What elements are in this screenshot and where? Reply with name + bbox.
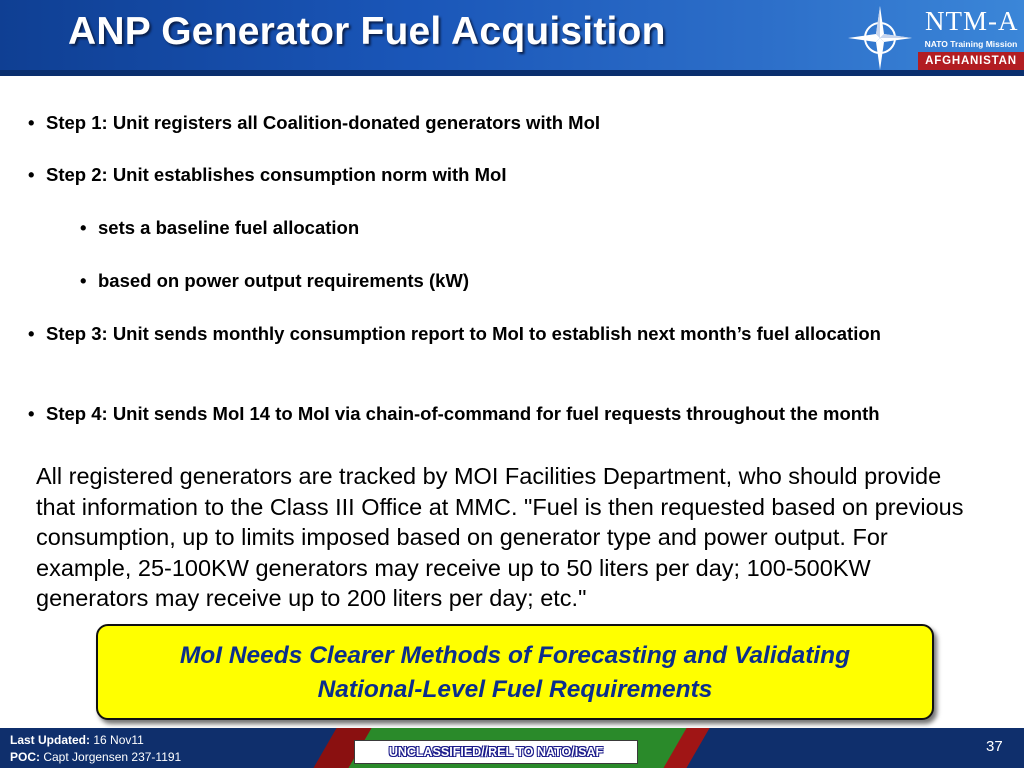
- sub-bullet-baseline: [80, 215, 359, 241]
- bullet-dot: •: [80, 270, 87, 291]
- poc-value: Capt Jorgensen 237-1191: [43, 750, 182, 764]
- bullet-dot: •: [28, 403, 35, 424]
- bullet-step-1-text: Step 1: Unit registers all Coalition-donated generators with MoI: [46, 112, 601, 133]
- poc: [10, 750, 181, 764]
- last-updated-value: 16 Nov11: [93, 733, 144, 747]
- sub-bullet-baseline-text: sets a baseline fuel allocation: [98, 217, 360, 238]
- bullet-step-4-text: Step 4: Unit sends MoI 14 to MoI via chain-of-command for fuel requests throughout the month: [46, 403, 880, 424]
- callout-line-1: MoI Needs Clearer Methods of Forecasting and Validating: [179, 642, 851, 669]
- poc-label: POC:: [10, 750, 40, 764]
- bullet-dot: •: [28, 164, 35, 185]
- callout-line-2: National-Level Fuel Requirements: [317, 676, 713, 703]
- logo-country: AFGHANISTAN: [918, 52, 1024, 70]
- bullet-dot: •: [28, 323, 35, 344]
- slide-header: [0, 0, 1024, 76]
- logo-name: NTM-A: [925, 6, 1019, 36]
- bullet-step-2-text: Step 2: Unit establishes consumption norm with MoI: [46, 164, 507, 185]
- ntm-a-logo: [840, 0, 1024, 76]
- bullet-step-3: [28, 321, 988, 347]
- bullet-dot: •: [80, 217, 87, 238]
- callout-box: [96, 624, 934, 720]
- bullet-step-3-text: Step 3: Unit sends monthly consumption report to MoI to establish next month’s fuel allocation: [46, 323, 881, 344]
- classification-text: UNCLASSIFIED//REL TO NATO/ISAF: [388, 745, 604, 759]
- last-updated-label: Last Updated:: [10, 733, 91, 747]
- bullet-step-2: [28, 162, 506, 188]
- logo-subtitle: NATO Training Mission: [924, 39, 1018, 49]
- bullet-step-1: [28, 110, 600, 136]
- bullet-step-4: [28, 401, 988, 427]
- slide-title: ANP Generator Fuel Acquisition: [68, 10, 666, 53]
- page-number: 37: [986, 738, 1003, 755]
- last-updated: [10, 733, 144, 747]
- body-paragraph: All registered generators are tracked by MOI Facilities Department, who should provide that information to the Class III Office at MMC. "Fuel is then requested based on previous consumption, up to limits imposed based on generator type and power output. For example, 25-100KW generators may receive up to 50 liters per day; 100-500KW generators may receive up to 200 liters per day; etc.": [36, 463, 964, 611]
- classification-banner: [354, 740, 638, 764]
- callout-text: [98, 639, 932, 707]
- sub-bullet-power-output-text: based on power output requirements (kW): [98, 270, 470, 291]
- compass-star-icon: [846, 4, 914, 72]
- sub-bullet-power-output: [80, 268, 469, 294]
- bullet-dot: •: [28, 112, 35, 133]
- footer-stripe-navy: [686, 728, 1024, 768]
